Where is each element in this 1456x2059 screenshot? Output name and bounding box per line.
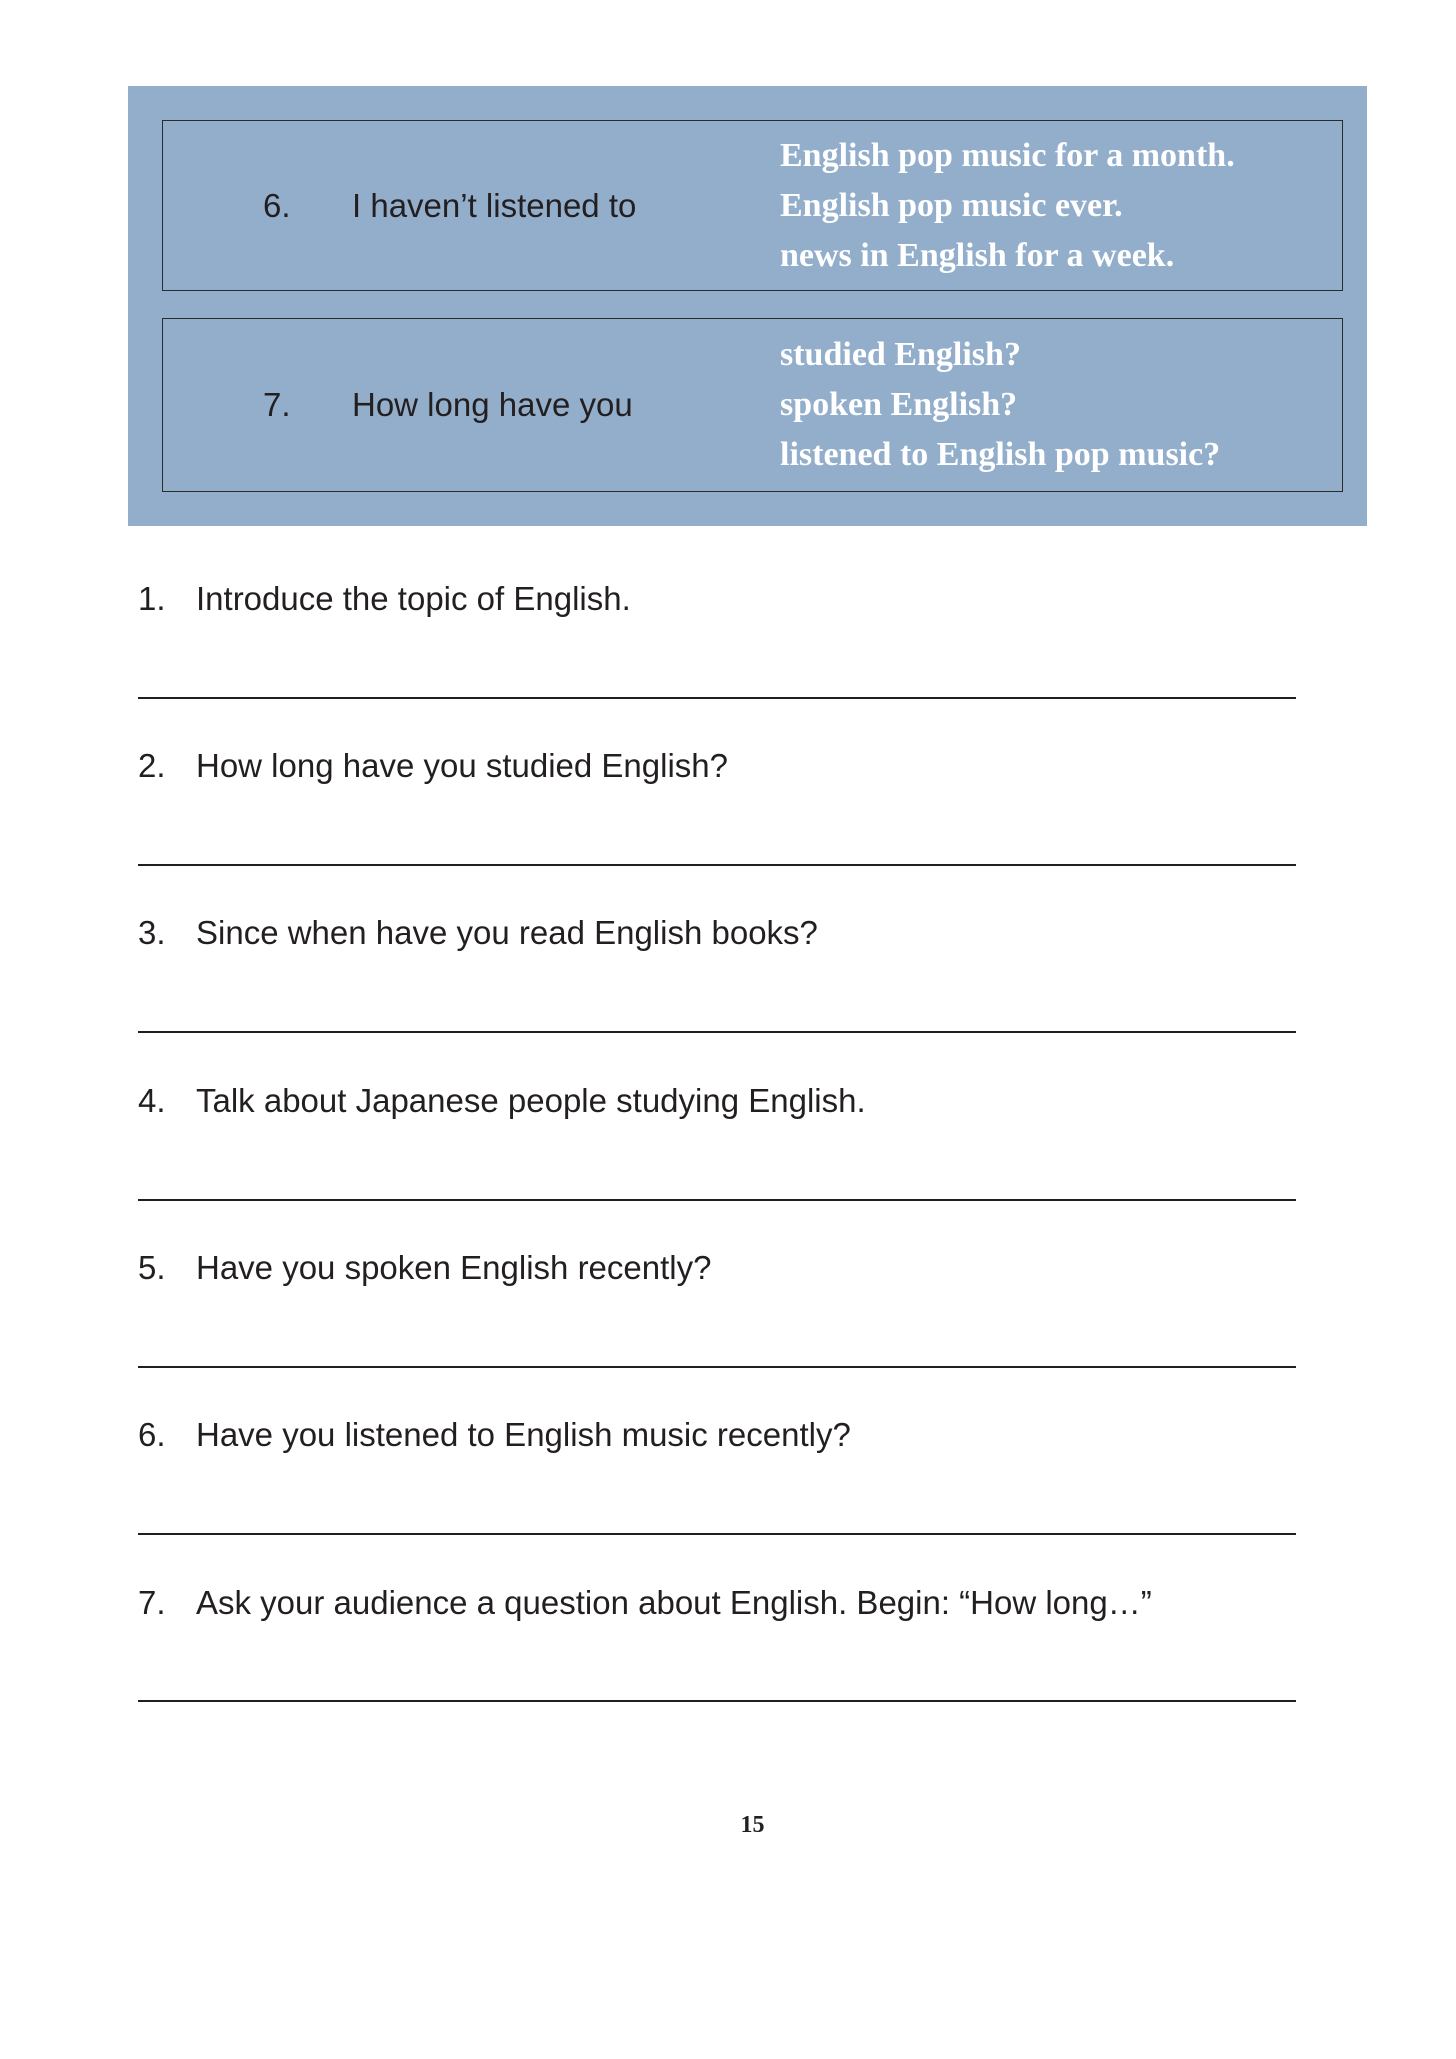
question-number: 1. <box>138 580 166 617</box>
question-text: Talk about Japanese people studying English. <box>196 1082 866 1119</box>
question-number: 2. <box>138 747 166 784</box>
ending: English pop music for a month. <box>780 136 1235 174</box>
question-text: Ask your audience a question about English. Begin: “How long…” <box>196 1584 1152 1621</box>
substitution-table-panel <box>128 86 1367 526</box>
table-row-7 <box>162 318 1343 492</box>
question-text: Since when have you read English books? <box>196 914 818 951</box>
answer-line-7[interactable] <box>138 1700 1296 1702</box>
ending: English pop music ever. <box>780 186 1123 224</box>
row-number: 6. <box>263 186 291 224</box>
table-row-6 <box>162 120 1343 291</box>
ending: studied English? <box>780 336 1021 373</box>
question-number: 5. <box>138 1249 166 1286</box>
answer-line-6[interactable] <box>138 1533 1296 1535</box>
answer-line-1[interactable] <box>138 697 1296 699</box>
question-number: 4. <box>138 1082 166 1119</box>
answer-line-2[interactable] <box>138 864 1296 866</box>
question-text: Have you spoken English recently? <box>196 1249 712 1286</box>
question-text: How long have you studied English? <box>196 747 729 784</box>
question-text: Have you listened to English music recently? <box>196 1416 851 1453</box>
answer-line-5[interactable] <box>138 1366 1296 1368</box>
ending: news in English for a week. <box>780 236 1175 274</box>
row-number: 7. <box>263 386 291 423</box>
row-stem: How long have you <box>352 386 633 423</box>
question-number: 6. <box>138 1416 166 1453</box>
row-stem: I haven’t listened to <box>352 186 637 224</box>
row-endings <box>780 121 1235 290</box>
question-text: Introduce the topic of English. <box>196 580 631 617</box>
page-number: 15 <box>740 1812 765 1838</box>
ending: listened to English pop music? <box>780 436 1221 473</box>
question-number: 3. <box>138 914 166 951</box>
ending: spoken English? <box>780 386 1018 423</box>
answer-line-4[interactable] <box>138 1199 1296 1201</box>
question-number: 7. <box>138 1584 166 1621</box>
answer-line-3[interactable] <box>138 1031 1296 1033</box>
row-endings <box>780 319 1220 491</box>
